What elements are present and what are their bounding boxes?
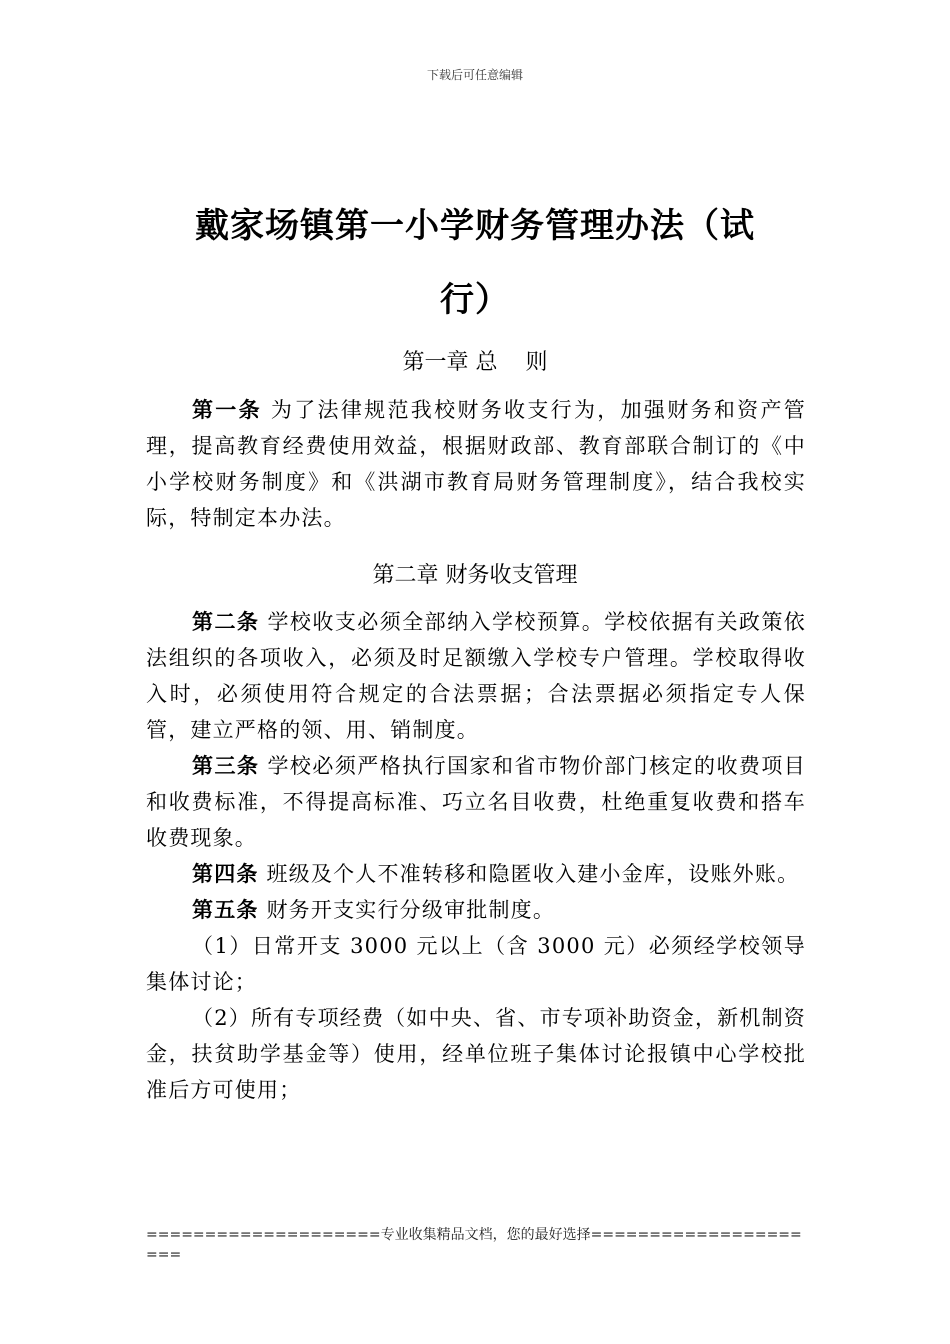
article-5-text: 财务开支实行分级审批制度。 bbox=[258, 898, 556, 922]
article-5-item-1: （1）日常开支 3000 元以上（含 3000 元）必须经学校领导集体讨论； bbox=[146, 934, 806, 994]
chapter-1-heading: 第一章 总 则 bbox=[402, 350, 548, 375]
article-4 bbox=[146, 856, 806, 892]
chapter-2-body bbox=[146, 604, 806, 1108]
article-1-text: 为了法律规范我校财务收支行为，加强财务和资产管理，提高教育经费使用效益，根据财政部、教育部联合制订的《中小学校财务制度》和《洪湖市教育局财务管理制度》，结合我校实际，特制定本办法。 bbox=[146, 398, 806, 530]
article-2-text: 学校收支必须全部纳入学校预算。学校依据有关政策依法组织的各项收入，必须及时足额缴入学校专户管理。学校取得收入时，必须使用符合规定的合法票据；合法票据必须指定专人保管，建立严格的领、用、销制度。 bbox=[146, 610, 806, 742]
article-2 bbox=[146, 604, 806, 748]
article-5-item-2: （2）所有专项经费（如中央、省、市专项补助资金，新机制资金，扶贫助学基金等）使用，经单位班子集体讨论报镇中心学校批准后方可使用； bbox=[146, 1006, 806, 1102]
footer-banner: ====================专业收集精品文档，您的最好选择===================== bbox=[146, 1227, 802, 1263]
header-note: 下载后可任意编辑 bbox=[426, 68, 523, 82]
article-5 bbox=[146, 892, 806, 928]
article-1 bbox=[146, 392, 806, 536]
chapter-2-heading: 第二章 财务收支管理 bbox=[372, 563, 578, 588]
article-2-label: 第二条 bbox=[192, 610, 260, 634]
chapter-1-body bbox=[146, 392, 806, 536]
article-1-label: 第一条 bbox=[192, 398, 262, 422]
article-5-label: 第五条 bbox=[192, 898, 259, 922]
document-title-line-1: 戴家场镇第一小学财务管理办法（试 bbox=[195, 206, 755, 246]
article-3-text: 学校必须严格执行国家和省市物价部门核定的收费项目和收费标准，不得提高标准、巧立名目收费，杜绝重复收费和搭车收费现象。 bbox=[146, 754, 806, 850]
article-3 bbox=[146, 748, 806, 856]
document-title-line-2: 行） bbox=[440, 280, 510, 320]
article-4-text: 班级及个人不准转移和隐匿收入建小金库，设账外账。 bbox=[258, 862, 800, 886]
article-3-label: 第三条 bbox=[192, 754, 260, 778]
article-4-label: 第四条 bbox=[192, 862, 259, 886]
